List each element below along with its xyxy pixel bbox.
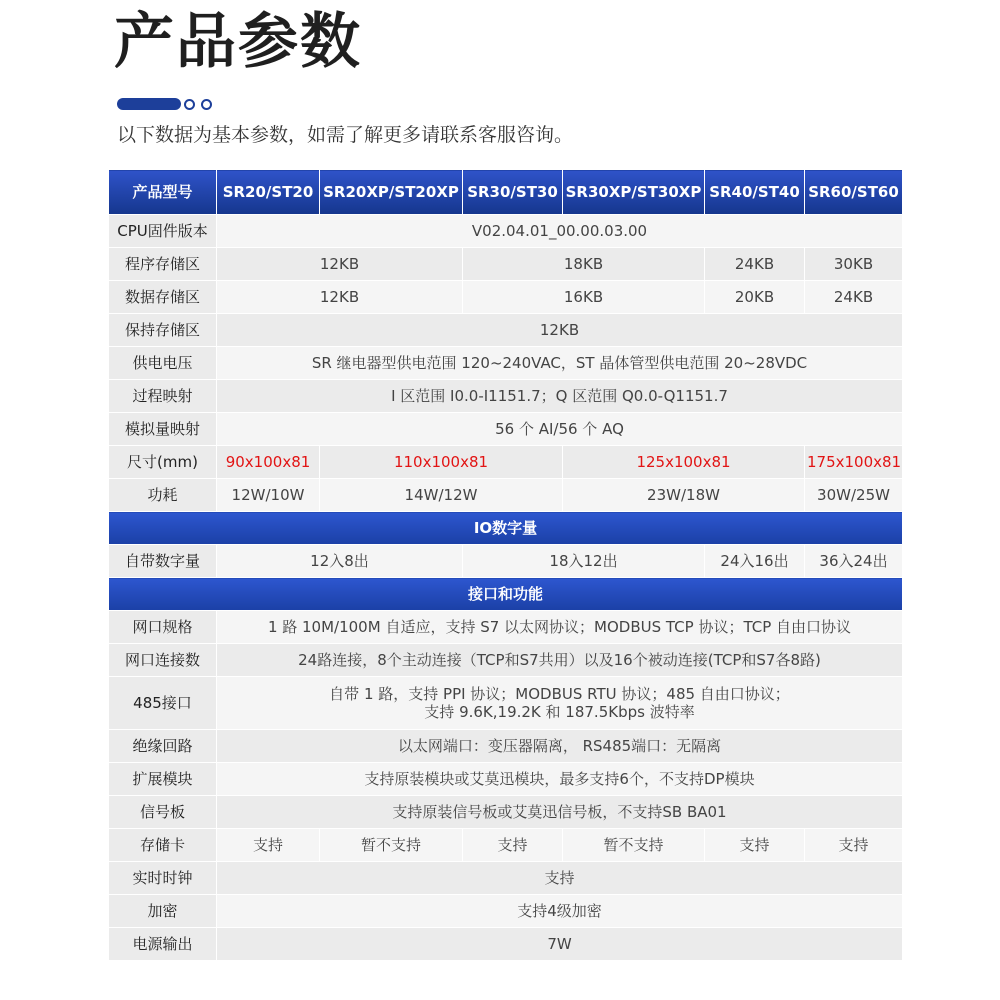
cell-value: 24KB	[805, 281, 903, 314]
table-row	[109, 380, 903, 413]
title-decoration	[117, 98, 237, 110]
row-label: 供电电压	[109, 347, 217, 380]
table-row	[109, 314, 903, 347]
spec-table	[108, 169, 903, 961]
section-row	[109, 512, 903, 545]
decoration-dot-icon	[184, 99, 195, 110]
row-label: 过程映射	[109, 380, 217, 413]
row-label: 实时时钟	[109, 862, 217, 895]
header-sr30xp: SR30XP/ST30XP	[563, 170, 705, 215]
table-row	[109, 611, 903, 644]
cell-value: 30W/25W	[805, 479, 903, 512]
header-sr30: SR30/ST30	[463, 170, 563, 215]
header-sr60: SR60/ST60	[805, 170, 903, 215]
table-row	[109, 215, 903, 248]
cell-value: 支持	[805, 829, 903, 862]
cell-value: 36入24出	[805, 545, 903, 578]
cell-value: 7W	[217, 928, 903, 961]
row-label: 模拟量映射	[109, 413, 217, 446]
header-sr40: SR40/ST40	[705, 170, 805, 215]
rs485-line-1: 自带 1 路，支持 PPI 协议；MODBUS RTU 协议；485 自由口协议；	[329, 685, 790, 703]
page-subtitle: 以下数据为基本参数，如需了解更多请联系客服咨询。	[117, 124, 574, 146]
cell-value: 20KB	[705, 281, 805, 314]
cell-value: 支持	[217, 862, 903, 895]
cell-value: 23W/18W	[563, 479, 805, 512]
table-row	[109, 829, 903, 862]
header-sr20: SR20/ST20	[217, 170, 320, 215]
table-row	[109, 248, 903, 281]
section-title-interface: 接口和功能	[109, 578, 903, 611]
table-row	[109, 644, 903, 677]
cell-value: 110x100x81	[320, 446, 563, 479]
row-label: 程序存储区	[109, 248, 217, 281]
table-row	[109, 545, 903, 578]
cell-value: 暂不支持	[563, 829, 705, 862]
cell-value: 支持	[705, 829, 805, 862]
cell-value: 24KB	[705, 248, 805, 281]
table-row	[109, 895, 903, 928]
cell-value: 支持	[217, 829, 320, 862]
row-label: 电源输出	[109, 928, 217, 961]
cell-value: 125x100x81	[563, 446, 805, 479]
cell-value: 30KB	[805, 248, 903, 281]
cell-value: 12KB	[217, 281, 463, 314]
row-label: 扩展模块	[109, 763, 217, 796]
cell-value: 175x100x81	[805, 446, 903, 479]
table-row	[109, 677, 903, 730]
cell-value: 以太网端口：变压器隔离， RS485端口：无隔离	[217, 730, 903, 763]
cell-value: 支持	[463, 829, 563, 862]
row-label: 尺寸(mm)	[109, 446, 217, 479]
decoration-bar	[117, 98, 181, 110]
table-row	[109, 446, 903, 479]
table-row	[109, 862, 903, 895]
row-label: 信号板	[109, 796, 217, 829]
row-label: 自带数字量	[109, 545, 217, 578]
table-row	[109, 413, 903, 446]
cell-value: 支持4级加密	[217, 895, 903, 928]
table-header-row	[109, 170, 903, 215]
table-row	[109, 347, 903, 380]
row-label: 网口连接数	[109, 644, 217, 677]
row-label: 功耗	[109, 479, 217, 512]
table-row	[109, 281, 903, 314]
cell-value: 12KB	[217, 314, 903, 347]
page-title: 产品参数	[114, 7, 362, 77]
cell-value: 暂不支持	[320, 829, 463, 862]
cell-value: SR 继电器型供电范围 120~240VAC，ST 晶体管型供电范围 20~28VDC	[217, 347, 903, 380]
section-row	[109, 578, 903, 611]
row-label: CPU固件版本	[109, 215, 217, 248]
cell-value: 16KB	[463, 281, 705, 314]
table-row	[109, 763, 903, 796]
section-title-io: IO数字量	[109, 512, 903, 545]
row-label: 网口规格	[109, 611, 217, 644]
cell-value: 56 个 AI/56 个 AQ	[217, 413, 903, 446]
row-label: 保持存储区	[109, 314, 217, 347]
row-label: 存储卡	[109, 829, 217, 862]
table-row	[109, 479, 903, 512]
cell-value: 支持原装模块或艾莫迅模块，最多支持6个，不支持DP模块	[217, 763, 903, 796]
cell-value: 12W/10W	[217, 479, 320, 512]
cell-value: 12KB	[217, 248, 463, 281]
cell-value: 12入8出	[217, 545, 463, 578]
cell-value: I 区范围 I0.0-I1151.7；Q 区范围 Q0.0-Q1151.7	[217, 380, 903, 413]
header-model: 产品型号	[109, 170, 217, 215]
cell-value: 24入16出	[705, 545, 805, 578]
cell-value: 14W/12W	[320, 479, 563, 512]
cell-value: 支持原装信号板或艾莫迅信号板，不支持SB BA01	[217, 796, 903, 829]
cell-value: 24路连接，8个主动连接（TCP和S7共用）以及16个被动连接(TCP和S7各8路)	[217, 644, 903, 677]
row-label: 加密	[109, 895, 217, 928]
cell-value	[217, 677, 903, 730]
row-label: 绝缘回路	[109, 730, 217, 763]
cell-value: 18入12出	[463, 545, 705, 578]
table-row	[109, 796, 903, 829]
table-row	[109, 928, 903, 961]
cell-value: V02.04.01_00.00.03.00	[217, 215, 903, 248]
header-sr20xp: SR20XP/ST20XP	[320, 170, 463, 215]
cell-value: 90x100x81	[217, 446, 320, 479]
cell-value: 1 路 10M/100M 自适应，支持 S7 以太网协议；MODBUS TCP 协议；TCP 自由口协议	[217, 611, 903, 644]
rs485-line-2: 支持 9.6K,19.2K 和 187.5Kbps 波特率	[424, 703, 695, 721]
table-row	[109, 730, 903, 763]
decoration-dot-icon	[201, 99, 212, 110]
row-label: 数据存储区	[109, 281, 217, 314]
cell-value: 18KB	[463, 248, 705, 281]
row-label: 485接口	[109, 677, 217, 730]
